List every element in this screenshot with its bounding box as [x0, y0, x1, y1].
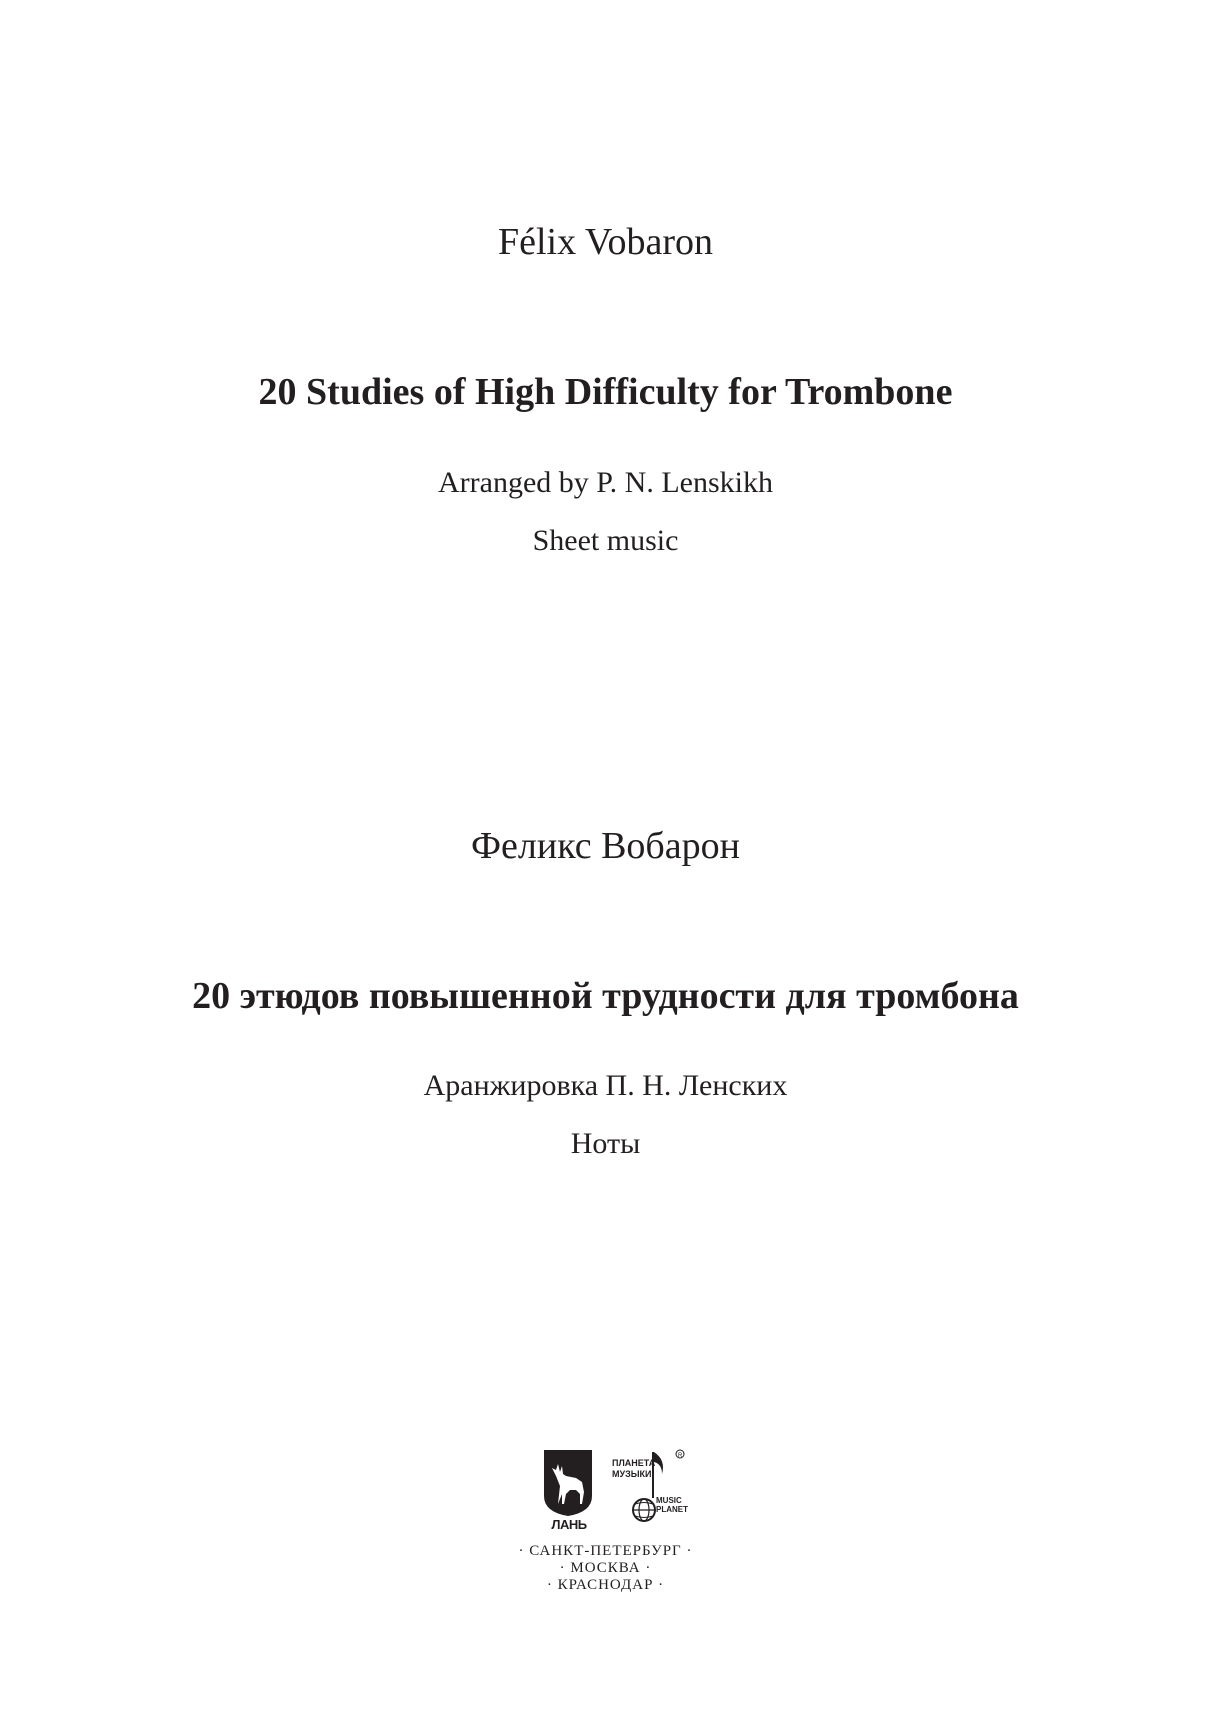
lan-logo-text: ЛАНЬ [551, 1517, 587, 1532]
arranger-english: Arranged by P. N. Lenskikh [438, 466, 773, 499]
genre-russian: Ноты [570, 1127, 641, 1160]
author-name-english: Félix Vobaron [498, 221, 713, 263]
music-planet-russian-text: ПЛАНЕТА МУЗЫКИ [612, 1458, 656, 1479]
arranger-russian: Аранжировка П. Н. Ленских [423, 1069, 788, 1102]
svg-text:R: R [678, 1453, 683, 1459]
book-title-english: 20 Studies of High Difficulty for Trombone [258, 371, 953, 413]
publisher-city-3: · КРАСНОДАР · [546, 1577, 665, 1593]
publisher-city-1: · САНКТ-ПЕТЕРБУРГ · [518, 1543, 693, 1559]
author-name-russian: Феликс Вобарон [471, 825, 740, 867]
publisher-logos [540, 1446, 690, 1534]
book-title-russian: 20 этюдов повышенной трудности для тромбона [192, 975, 1019, 1017]
genre-english: Sheet music [532, 524, 679, 557]
publisher-city-2: · МОСКВА · [559, 1560, 652, 1576]
music-planet-english-text: MUSIC PLANET [656, 1496, 688, 1514]
